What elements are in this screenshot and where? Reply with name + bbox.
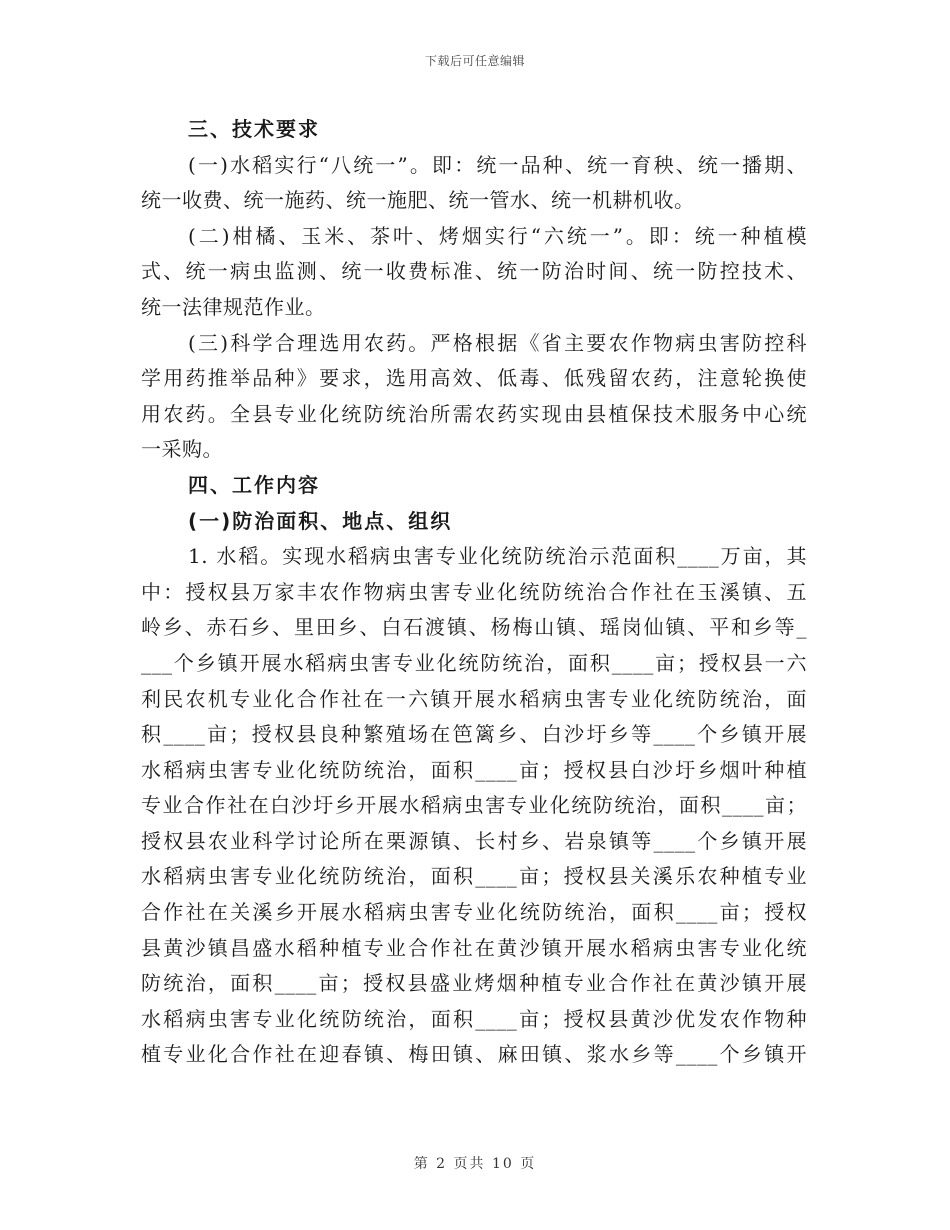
paragraph-rice-eight-unified xyxy=(141,148,807,219)
section-heading-technical-requirements: 三、技术要求 xyxy=(188,117,320,141)
paragraph-line: 合作社在关溪乡开展水稻病虫害专业化统防统治，面积____亩；授权 xyxy=(141,900,807,925)
paragraph-line: 授权县农业科学讨论所在栗源镇、长村乡、岩泉镇等____个乡镇开展 xyxy=(141,828,807,853)
page-number-footer: 第 2 页共 10 页 xyxy=(413,1156,537,1172)
paragraph-line: (三)科学合理选用农药。严格根据《省主要农作物病虫害防控科 xyxy=(188,330,807,355)
paragraph-line: 水稻病虫害专业化统防统治，面积____亩；授权县黄沙优发农作物种 xyxy=(141,1006,807,1031)
paragraph-line: 利民农机专业化合作社在一六镇开展水稻病虫害专业化统防统治，面 xyxy=(141,686,807,711)
paragraph-line: 学用药推举品种》要求，选用高效、低毒、低残留农药，注意轮换使 xyxy=(141,366,807,391)
paragraph-line: 中：授权县万家丰农作物病虫害专业化统防统治合作社在玉溪镇、五 xyxy=(141,579,807,604)
paragraph-line: 用农药。全县专业化统防统治所需农药实现由县植保技术服务中心统 xyxy=(141,401,807,426)
paragraph-line: 水稻病虫害专业化统防统治，面积____亩；授权县白沙圩乡烟叶种植 xyxy=(141,757,807,782)
paragraph-pesticide-selection xyxy=(141,326,807,468)
paragraph-rice-control-area xyxy=(141,539,807,1073)
paragraph-line: 植专业化合作社在迎春镇、梅田镇、麻田镇、浆水乡等____个乡镇开 xyxy=(141,1042,807,1067)
paragraph-line: 一采购。 xyxy=(141,437,223,462)
paragraph-line: 水稻病虫害专业化统防统治，面积____亩；授权县关溪乐农种植专业 xyxy=(141,864,807,889)
paragraph-line: (一)水稻实行“八统一”。即：统一品种、统一育秧、统一播期、 xyxy=(188,152,807,177)
paragraph-line: 专业合作社在白沙圩乡开展水稻病虫害专业化统防统治，面积____亩； xyxy=(141,793,807,818)
paragraph-line: 防统治，面积____亩；授权县盛业烤烟种植专业合作社在黄沙镇开展 xyxy=(141,971,807,996)
document-body xyxy=(141,112,807,1073)
paragraph-line: 积____亩；授权县良种繁殖场在笆篱乡、白沙圩乡等____个乡镇开展 xyxy=(141,722,807,747)
paragraph-line: (二)柑橘、玉米、茶叶、烤烟实行“六统一”。即：统一种植模 xyxy=(188,223,807,248)
paragraph-line: 式、统一病虫监测、统一收费标准、统一防治时间、统一防控技术、 xyxy=(141,259,807,284)
paragraph-line: 岭乡、赤石乡、里田乡、白石渡镇、杨梅山镇、瑶岗仙镇、平和乡等_ xyxy=(141,615,807,640)
section-heading-work-content: 四、工作内容 xyxy=(188,472,320,497)
paragraph-line: 统一法律规范作业。 xyxy=(141,294,326,319)
subsection-heading-area-location-organization: (一)防治面积、地点、组织 xyxy=(188,508,453,533)
paragraph-line: 县黄沙镇昌盛水稻种植专业合作社在黄沙镇开展水稻病虫害专业化统 xyxy=(141,935,807,960)
page-header: 下载后可任意编辑 xyxy=(424,54,525,68)
paragraph-line: ___个乡镇开展水稻病虫害专业化统防统治，面积____亩；授权县一六 xyxy=(141,650,807,675)
paragraph-line: 1. 水稻。实现水稻病虫害专业化统防统治示范面积____万亩，其 xyxy=(188,544,807,569)
paragraph-six-unified xyxy=(141,219,807,326)
paragraph-line: 统一收费、统一施药、统一施肥、统一管水、统一机耕机收。 xyxy=(141,188,695,213)
